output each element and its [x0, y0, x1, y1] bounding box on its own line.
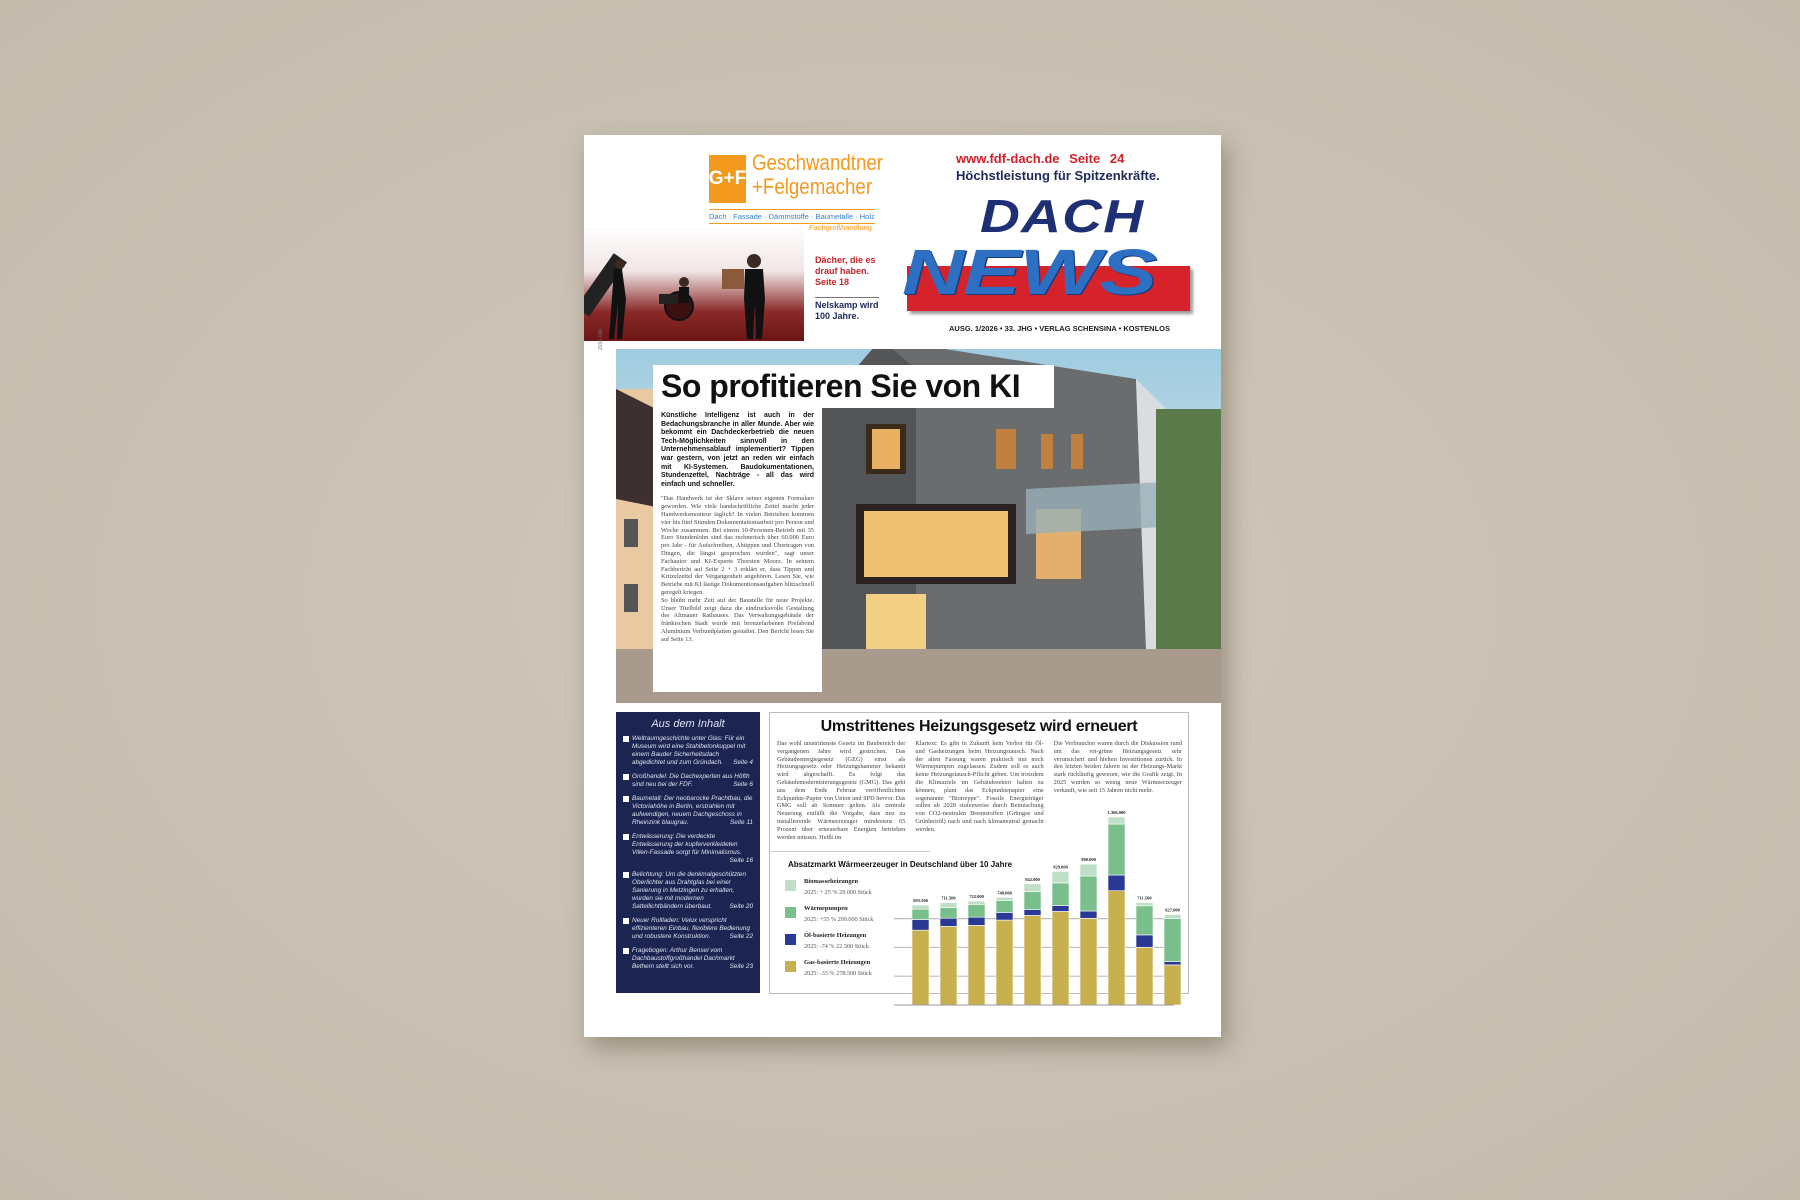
bar-segment: [1164, 965, 1181, 1005]
bar-segment: [1108, 817, 1125, 824]
bullet-square-icon: [623, 834, 629, 840]
legend-swatch: [785, 880, 796, 891]
contents-page: Seite 16: [729, 857, 753, 864]
bar-segment: [1080, 918, 1097, 1005]
contents-page: Seite 22: [729, 933, 753, 940]
bar-segment: [1024, 884, 1041, 892]
bar-segment: [912, 909, 929, 919]
bar-segment: [1108, 824, 1125, 875]
contents-item[interactable]: Großhandel: Die Dachexperten aus Höfth sind neu bei der FDF. Seite 6: [623, 773, 753, 789]
bar-segment: [996, 897, 1013, 900]
bar-segment: [1024, 909, 1041, 915]
chart-legend: [785, 878, 895, 986]
bar-segment: [1052, 911, 1069, 1005]
newspaper-cover: [584, 135, 1221, 1037]
promo-line: www.fdf-dach.de Seite 24: [956, 151, 1125, 166]
lead-article-text: [653, 408, 822, 692]
lead-body: "Das Handwerk ist der Sklave seiner eigenen Formulare geworden. Wie viele handschriftliche Zettel macht jeder Handwerksmonteur täglich? In vielen Betrieben kommen vier bis fünf Stunden Dokumentationsarbeit pro Person und Woche zusammen. Bei einem 10-Personen-Betrieb mit 35 Euro Stundenlohn sind das rechnerisch über 60.000 Euro pro Jahr - für Aufschreiben, Abtippen und Übertragen von Dingen, die längst gesprochen wurden", sagt unser Fachautor und KI-Experte Thorsten Moorz. In seinem Fachbericht auf Seite 2 + 3 erklärt er, dass Tippen und Kritzelzettel der Vergangenheit angehören. Lesen Sie, wie Betriebe mit KI lästige Dokumentionsaufgaben blitzschnell geregelt kriegen. So bleibt mehr Zeit auf der Baustelle für neue Projekte. Unser Titelbild zeigt dazu die eindrucksvolle Gestaltung des Altmauer Rathauses. Das Verwaltungsgebäude der fränkischen Stadt wurde mit bronzefarbenen Prefabond Aluminium Verbundplatten gestaltet. Den Bericht lesen Sie auf Seite 13.: [661, 495, 814, 643]
contents-page: Seite 20: [729, 903, 753, 910]
bar-segment: [912, 920, 929, 931]
bar-segment: [1108, 875, 1125, 891]
contents-page: Seite 23: [729, 963, 753, 970]
heating-col-1: Das wohl umstrittenste Gesetz im Baubereich der vergangenen Jahre wird gestrichen. Das Gebäudeenergiegesetz (GEG) einst als Heizungsgesetz oder Heizungshammer bekannt wird abgeschafft. Es folgt das Gebäudemodernisierungsgesetz (GMG). Das geht aus dem Ende Februar veröffentlichten Eckpunkte-Papier von Union und SPD hervor. Das GMG soll ab Sommer gelten. Als zentrale Neuerung entfällt die Vorgabe, dass neu zu installierende Wärmeerzeuger mindestens 65 Prozent über erneuerbare Energien betrieben werden müssen. Heißt im: [777, 740, 906, 841]
bar-segment: [1024, 892, 1041, 910]
bar-total-label: 627.000: [1165, 907, 1180, 913]
sales-chart: [894, 795, 1184, 1015]
bar-segment: [1164, 962, 1181, 965]
gf-logo-name: Geschwandtner +Felgemacher: [752, 150, 883, 199]
bullet-square-icon: [623, 872, 629, 878]
logo-tagline: Dach · Fassade · Dämmstoffe · Baumetalle · Holz: [709, 209, 875, 224]
bar-segment: [968, 925, 985, 1005]
bar-total-label: 748.000: [997, 890, 1012, 896]
legend-swatch: [785, 934, 796, 945]
lead-intro: Künstliche Intelligenz ist auch in der Bedachungsbranche in aller Munde. Aber wie bekommt ein Dachdeckerbetrieb die neuen Tech-Möglichkeiten sinnvoll in den Unternehmensablauf implementiert? Tippen war gestern, von jetzt an reden wir einfach mit KI-Systemen. Baudokumentationen, Stundenzettel, Nachträge - all das wird einfach und schneller.: [661, 412, 814, 488]
bar-segment: [1136, 903, 1153, 906]
legend-item: Wärmepumpen 2025: +55 % 299.000 Stück: [785, 905, 895, 923]
bar-total-label: 980.000: [1081, 857, 1096, 863]
heating-headline[interactable]: Umstrittenes Heizungsgesetz wird erneuert: [820, 718, 1138, 735]
bar-segment: [940, 908, 957, 919]
contents-page: Seite 6: [733, 781, 753, 788]
bar-total-label: 1.306.000: [1107, 810, 1126, 816]
bar-total-label: 693.500: [913, 898, 928, 904]
bar-segment: [1080, 864, 1097, 876]
teaser-daecher[interactable]: Dächer, die es drauf haben. Seite 18: [815, 255, 876, 287]
bar-segment: [940, 918, 957, 926]
contents-page: Seite 4: [733, 759, 753, 766]
bar-segment: [1080, 876, 1097, 911]
bar-segment: [1080, 911, 1097, 918]
contents-item[interactable]: Weltraumgeschichte unter Glas: Für ein Museum wird eine Stahlbetonkuppel mit einem Bauder Sicherheitsdach abgedichtet und zum Gründach. Seite 4: [623, 735, 753, 767]
bullet-square-icon: [623, 736, 629, 742]
issue-line: AUSG. 1/2026 • 33. JHG • VERLAG SCHENSINA • KOSTENLOS: [949, 324, 1170, 333]
bar-segment: [968, 904, 985, 917]
logo-subtitle: Fachgroßhandlung: [809, 223, 872, 232]
bar-segment: [996, 912, 1013, 920]
legend-swatch: [785, 961, 796, 972]
bullet-square-icon: [623, 948, 629, 954]
bullet-square-icon: [623, 796, 629, 802]
bar-segment: [996, 900, 1013, 912]
promo-slogan: Höchstleistung für Spitzenkräfte.: [956, 168, 1160, 183]
bar-segment: [1164, 914, 1181, 918]
bar-segment: [912, 905, 929, 909]
promo-url[interactable]: www.fdf-dach.de: [956, 151, 1060, 166]
gf-logo-mark: G+F: [709, 155, 746, 203]
bar-segment: [912, 930, 929, 1005]
bar-segment: [1164, 919, 1181, 962]
contents-item[interactable]: Fragebogen: Arthur Bensel vom Dachbaustoffgroßhandel Dachmarkt Bethem stellt sich vor. Seite 23: [623, 947, 753, 971]
bar-segment: [1052, 906, 1069, 912]
contents-title: Aus dem Inhalt: [651, 718, 725, 730]
bar-total-label: 722.000: [969, 894, 984, 900]
bar-segment: [940, 926, 957, 1005]
heating-col-2: Klartext: Es gibt in Zukunft kein Verbot für Öl- und Gasheizungen beim Heizungstausch. Nach der alten Fassung waren praktisch nur noch Wärmepumpen zugelassen. Zudem soll es auch keine Heizungstausch-Pflicht geben. Um trotzdem die Klimaziele im Gebäudesektor halten zu können, plant das Eckpunktepapier eine sogenannte "Biotreppe". Fossile Energieträger sollen ab 2028 stufenweise durch Beimischung von CO2-neutralen Brennstoffen (Grüngas und Grünheizöl) nach und nach klimaneutral gemacht werden.: [915, 740, 1044, 833]
side-code: 2010·000: [598, 328, 604, 350]
bar-segment: [1136, 906, 1153, 935]
legend-item: Gas-basierte Heizungen 2025: -33 % 278.500 Stück: [785, 959, 895, 977]
chart-title: Absatzmarkt Wärmeerzeuger in Deutschland über 10 Jahre: [788, 860, 1013, 869]
bar-segment: [1136, 947, 1153, 1005]
contents-page: Seite 11: [730, 819, 753, 826]
bar-segment: [996, 920, 1013, 1005]
bar-total-label: 711.500: [941, 895, 956, 901]
bullet-square-icon: [623, 774, 629, 780]
masthead-dach: DACH: [980, 190, 1145, 242]
bar-total-label: 929.000: [1053, 864, 1068, 870]
masthead-news: NEWS: [902, 236, 1156, 308]
contents-item[interactable]: Belichtung: Um die denkmalgeschützten Oberlichter aus Drahtglas bei einer Sanierung in Metzingen zu erhalten, wurden sie mit modernen Sattellichtbändern überbaut. Seite 20: [623, 871, 753, 911]
contents-item[interactable]: Neuer Rollladen: Velux verspricht effizienteren Einbau, flexiblere Bedienung und robustere Konstruktion. Seite 22: [623, 917, 753, 941]
legend-item: Biomasseheizungen 2025: + 25 % 29.000 Stück: [785, 878, 895, 896]
bar-total-label: 842.000: [1025, 876, 1040, 882]
band-photo: [584, 224, 804, 341]
bar-segment: [1052, 871, 1069, 883]
contents-box: [616, 712, 760, 993]
bar-segment: [1108, 891, 1125, 1005]
bar-segment: [940, 903, 957, 908]
heating-col-3: Die Verbraucher waren durch die Diskussion rund um das rot-grüne Heizungsgesetz sehr verunsichert und hielten Investitionen zurück. In den letzten beiden Jahren ist der Heizungs-Markt stark rückläufig gewesen, wie die Grafik zeigt. In 2025 wurden so wenig neue Wärmeerzeuger verkauft, wie seit 15 Jahren nicht mehr.: [1053, 740, 1182, 794]
contents-item[interactable]: Entwässerung: Die verdeckte Entwässerung der kupferverkleideten Villen-Fassade sorgt für Minimalismus. Seite 16: [623, 833, 753, 865]
legend-swatch: [785, 907, 796, 918]
bullet-square-icon: [623, 918, 629, 924]
contents-item[interactable]: Baumetall: Der neobarocke Prachtbau, die Victoriahöhe in Berlin, erstrahlen mit aufwendigen, neuem Dachgeschoss in Rheinzink blaugrau. Seite 11: [623, 795, 753, 827]
lead-headline[interactable]: So profitieren Sie von KI: [653, 365, 1054, 408]
bar-total-label: 711.500: [1137, 895, 1152, 901]
teaser-nelskamp[interactable]: Nelskamp wird 100 Jahre.: [815, 297, 879, 322]
legend-item: Öl-basierte Heizungen 2025: -74 % 22.500 Stück: [785, 932, 895, 950]
bar-segment: [968, 901, 985, 904]
bar-segment: [1024, 915, 1041, 1005]
bar-segment: [968, 917, 985, 925]
bar-segment: [1052, 883, 1069, 906]
bar-segment: [1136, 935, 1153, 947]
